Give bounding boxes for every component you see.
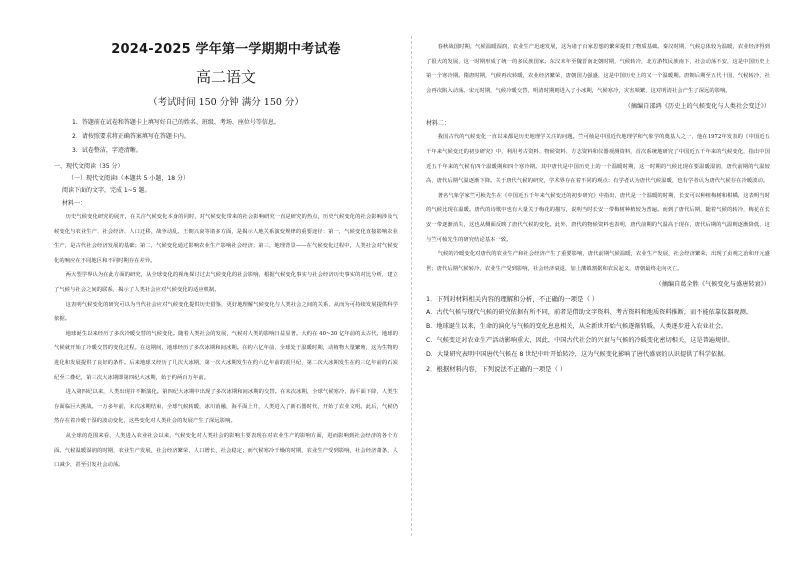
paragraph: 春秋战国时期，气候温暖湿润，农业生产迅速发展，这为诸子百家思想的繁荣提供了物质基础。秦汉时期，气候总体较为温暖，农业经济得到了很大的发展，这一时期形成了统一的多民族国家。东汉末年至魏晋南北朝时期，气候转冷，北方游牧民族南下，社会动荡不安，这是中国历史上第一个寒冷期。隋唐时期，气候再次转暖，农业经济繁荣，唐朝国力强盛，这是中国历史上的又一个温暖期。唐朝后期至五代十国，气候转冷，社会再次陷入动荡。宋元时期，气候冷暖交替，明清时期则进入了小冰期，气候寒冷，灾害频繁，这对明清社会产生了深远的影响。 bbox=[426, 44, 770, 94]
material-one-text bbox=[54, 210, 398, 473]
paragraph: 历史气候变化研究的展开，在关注气候变化本身的同时，对气候变化带来的社会影响研究一直是研究的热点，历史气候变化的社会影响涉及气候变化与农业生产、社会经济、人口迁移、战争动乱、王朝兴衰等诸多方面，是揭示人地关系演变规律的重要途径：第一，气候变化直接影响农业生产，是古代社会经济发展的基础；第二，气候变化通过影响农业生产影响社会经济；第三，地理背景——在气候变化过程中，人类社会对气候变化的响应在不同地区和不同时期存在差异。 bbox=[54, 214, 398, 264]
material-one-label: 材料一： bbox=[62, 200, 87, 207]
paragraph: 从全球的范围来看，人类进入农业社会以来，气候变化对人类社会的影响主要表现在对农业生产的影响方面，进而影响到社会经济的各个方面。气候温暖湿润的时期，农业生产发展，社会经济繁荣，人口增长，社会稳定；而气候寒冷干燥的时期，农业生产受到影响，社会经济萧条，人口减少，甚至引发社会动荡。 bbox=[54, 432, 398, 469]
paragraph: 进入第四纪以来，人类出现并不断演化。第四纪大冰期中出现了多次冰期和间冰期的交替。在末次冰期，全球气候寒冷，海平面下降，人类生存面临巨大挑战。一万多年前，末次冰期结束，全球气候转暖，冰川消融，海平面上升，人类进入了新石器时代，开始了农业文明。此后，气候仍然存在着冷暖干湿的波动变化，这些变化对人类社会的发展产生了深远影响。 bbox=[54, 389, 398, 425]
paragraph: 两大型学界认为在此方面的研究，从全球变化的视角探讨过去气候变化的社会影响，根据气候变化事实与社会经济历史事实的对比分析，建立了气候与社会之间的联系，揭示了人类社会应对气候变化的适应机制。 bbox=[54, 272, 398, 293]
question-1-option-a: A．古代气候与现代气候的研究依据有所不同，前者是借助文字资料、考古资料和地质资料推断，而不能依靠仪器观测。 bbox=[426, 309, 752, 317]
question-1-stem: 1．下列对材料相关内容的理解和分析，不正确的一项是（ ） bbox=[426, 295, 599, 304]
exam-subject: 高二语文 bbox=[195, 68, 256, 86]
subsection-heading: （一）现代文阅读Ⅰ（本题共 5 小题，18 分） bbox=[68, 175, 189, 182]
material-one-continued bbox=[426, 40, 770, 98]
material-two-source: （摘编自葛全胜《气候变化与盛唐转衰》） bbox=[655, 281, 770, 289]
left-column bbox=[54, 0, 398, 473]
right-column bbox=[426, 0, 770, 376]
note-item: 2．请按照要求将正确答案填写在答题卡内。 bbox=[72, 133, 190, 140]
paragraph: 气候的冷暖变化对唐代的农业生产和社会经济产生了重要影响，唐代前期气候温暖，农业生产发展，社会经济繁荣，出现了贞观之治和开元盛世；唐代后期气候转冷，农业生产受到影响，社会经济衰退，加上藩镇割据和农民起义，唐朝最终走向灭亡。 bbox=[426, 251, 770, 272]
paragraph: 这表明气候变化的研究可以为当代社会应对气候变化提供历史借鉴，更好地理解气候变化与人类社会之间的关系，从而为可持续发展提供科学依据。 bbox=[54, 301, 398, 323]
paragraph: 著名气象学家竺可桢先生在《中国近五千年来气候变迁的初步研究》中指出，唐代是一个温暖的时期，长安可以种植梅树和柑橘，这表明当时的气候比现在温暖。唐代的诗歌中也有大量关于梅花的描写，说明当时长安一带梅树种植较为普遍。而到了唐代后期，随着气候的转冷，梅花在长安一带逐渐消失，这也从侧面反映了唐代气候的变化。此外，唐代的物候资料也表明，唐代前期的气温高于现在，唐代后期的气温则逐渐降低，这与竺可桢先生的研究结论基本一致。 bbox=[426, 192, 770, 243]
reading-instruction: 阅读下面的文字，完成 1~5 题。 bbox=[62, 187, 151, 194]
note-item: 1．答题前在试卷和答题卡上填写好自己的姓名、班级、考场、座位号等信息。 bbox=[72, 119, 280, 126]
exam-notes bbox=[54, 116, 398, 158]
question-1-option-c: C．气候变迁对农业生产活动影响重大，因此，中国古代社会的兴衰与气候的冷暖变化密切相关，这是普遍规律。 bbox=[426, 337, 734, 345]
paragraph: 我国古代的气候变化一直以来都是历史地理学关注的问题。竺可桢是中国近代地理学和气象学的奠基人之一，他在1972年发表的《中国近五千年来气候变迁的初步研究》中，利用考古资料、物候资料、方志资料和仪器观测资料，首次系统地研究了中国近五千年来的气候变化，指出中国近五千年来的气候有四个温暖期和四个寒冷期。其中唐代是中国历史上的一个温暖时期，这一时期的气候比现在要温暖湿润，唐代前期的气温较高，唐代后期气温逐渐下降。关于唐代气候的研究，学术界存在着不同的观点：有学者认为唐代气候温暖，也有学者认为唐代气候存在冷暖波动。 bbox=[426, 134, 770, 185]
exam-title: 2024-2025 学年第一学期期中考试卷 bbox=[111, 42, 341, 57]
material-two-label: 材料二： bbox=[426, 120, 451, 128]
question-2-stem: 2．根据材料内容，下列说法不正确的一项是（ ） bbox=[426, 365, 567, 374]
question-1-option-d: D．大量研究表明中国唐代气候在 8 世纪中叶开始转冷，这为气候变化影响了唐代盛衰的认识提供了科学依据。 bbox=[426, 351, 730, 359]
material-one-source: （摘编自邵鸿《历史上的气候变化与人类社会变迁》） bbox=[624, 103, 770, 111]
column-divider bbox=[411, 36, 412, 536]
section-heading: 一、现代文阅读（35 分） bbox=[54, 163, 124, 170]
exam-time-info: （考试时间 150 分钟 满分 150 分） bbox=[148, 97, 304, 108]
material-two-text bbox=[426, 130, 770, 276]
paragraph: 地球诞生以来经历了多次冷暖交替的气候变化。随着人类社会的发展，气候对人类的影响日益显著。大约在 40~30 亿年前的太古代，地球的气候就开始了冷暖交替的变化过程。在这期间，地球经历了多次冰期和间冰期。在约六亿年前，全球处于温暖时期，动植物大量繁殖，这为生物的进化和发展提供了良好的条件。后来地球又经历了几次大冰期，第一次大冰期发生在约六亿年前的震旦纪，第二次大冰期发生在约三亿年前的石炭纪至二叠纪，第三次大冰期即第四纪大冰期，始于约两百万年前。 bbox=[54, 330, 398, 381]
question-1-option-b: B．地球诞生以来，生命的演化与气候的变化息息相关，从全新世开始气候逐渐转暖，人类逐步进入农业社会。 bbox=[426, 323, 728, 331]
note-item: 3．试卷整洁，字迹清晰。 bbox=[72, 147, 142, 154]
